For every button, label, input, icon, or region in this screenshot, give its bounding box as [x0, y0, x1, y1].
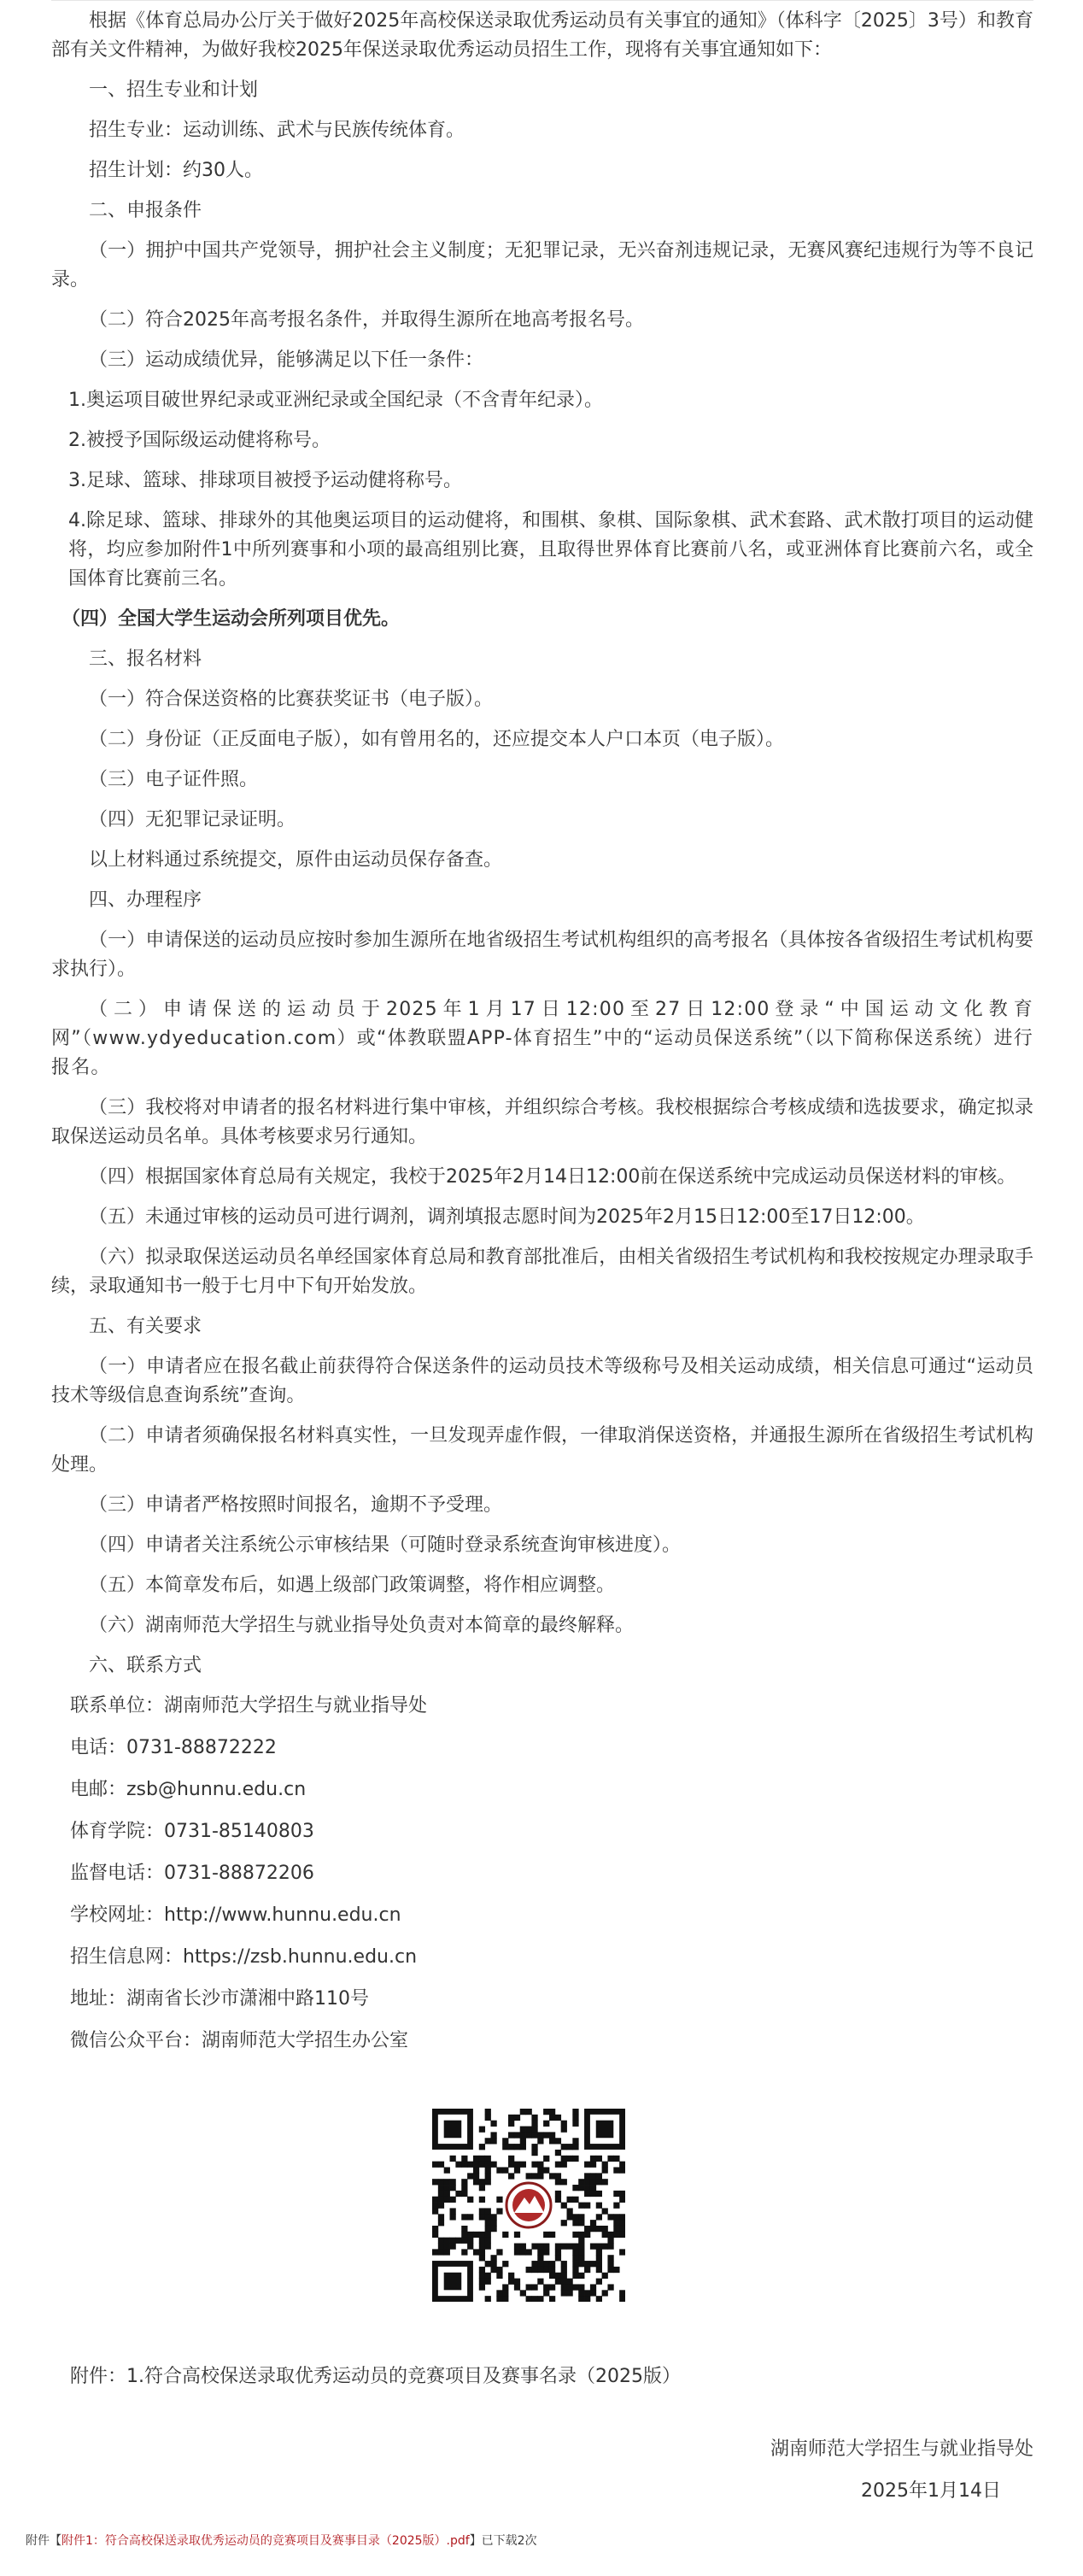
section-heading: 一、招生专业和计划 — [89, 79, 259, 101]
paragraph: 以上材料通过系统提交，原件由运动员保存备查。 — [89, 849, 503, 871]
paragraph: （三）电子证件照。 — [89, 769, 259, 790]
paragraph: （三）运动成绩优异，能够满足以下任一条件： — [89, 349, 484, 371]
paragraph: 1.奥运项目破世界纪录或亚洲纪录或全国纪录（不含青年纪录）。 — [68, 390, 603, 411]
paragraph: （四）无犯罪记录证明。 — [89, 809, 296, 830]
footer-attachment-link[interactable]: 附件1：符合高校保送录取优秀运动员的竞赛项目及赛事目录（2025版）.pdf — [61, 2534, 470, 2548]
paragraph: （六）拟录取保送运动员名单经国家体育总局和教育部批准后，由相关省级招生考试机构和我校按规定办理录取手续，录取通知书一般于七月中下旬开始发放。 — [51, 1247, 1033, 1297]
paragraph: （一）申请者应在报名截止前获得符合保送条件的运动员技术等级称号及相关运动成绩，相关信息可通过“运动员技术等级信息查询系统”查询。 — [51, 1356, 1033, 1406]
contact-line: 招生信息网：https://zsb.hunnu.edu.cn — [70, 1946, 418, 1968]
contact-line: 体育学院：0731-85140803 — [70, 1821, 314, 1842]
attachment-prefix: 附件： — [70, 2366, 127, 2387]
paragraph: （一）符合保送资格的比赛获奖证书（电子版）。 — [89, 689, 494, 710]
contact-line: 电话：0731-88872222 — [70, 1737, 277, 1758]
footer-attachment — [26, 2532, 537, 2550]
article-body — [51, 7, 1033, 2068]
paragraph: 4.除足球、篮球、排球外的其他奥运项目的运动健将，和围棋、象棋、国际象棋、武术套路、武术散打项目的运动健将，均应参加附件1中所列赛事和小项的最高组别比赛，且取得世界体育比赛前八名，或亚洲体育比赛前六名，或全国体育比赛前三名。 — [68, 510, 1033, 590]
paragraph: （四）全国大学生运动会所列项目优先。 — [61, 608, 401, 630]
paragraph: （二）申请保送的运动员于2025年1月17日12:00至27日12:00登录“中国运动文化教育网”（www.ydyeducation.com）或“体教联盟APP-体育招生”中的“运动员保送系统”（以下简称保送系统）进行报名。 — [51, 999, 1033, 1078]
contact-line: 联系单位：湖南师范大学招生与就业指导处 — [70, 1695, 428, 1716]
wechat-qr-code-icon — [432, 2109, 625, 2302]
paragraph: （五）本简章发布后，如遇上级部门政策调整，将作相应调整。 — [89, 1575, 616, 1596]
section-heading: 四、办理程序 — [89, 889, 202, 911]
paragraph: （一）拥护中国共产党领导，拥护社会主义制度；无犯罪记录，无兴奋剂违规记录，无赛风赛纪违规行为等不良记录。 — [51, 240, 1033, 290]
paragraph: 3.足球、篮球、排球项目被授予运动健将称号。 — [68, 470, 462, 491]
section-heading: 二、申报条件 — [89, 200, 202, 221]
paragraph: （二）申请者须确保报名材料真实性，一旦发现弄虚作假，一律取消保送资格，并通报生源所在省级招生考试机构处理。 — [51, 1425, 1033, 1476]
paragraph: 招生专业：运动训练、武术与民族传统体育。 — [89, 120, 465, 141]
paragraph: （三）我校将对申请者的报名材料进行集中审核，并组织综合考核。我校根据综合考核成绩和选拔要求，确定拟录取保送运动员名单。具体考核要求另行通知。 — [51, 1097, 1033, 1147]
paragraph: 招生计划：约30人。 — [89, 160, 263, 181]
paragraph: （三）申请者严格按照时间报名，逾期不予受理。 — [89, 1494, 503, 1516]
top-divider — [51, 0, 1033, 1]
paragraph: （二）身份证（正反面电子版），如有曾用名的，还应提交本人户口本页（电子版）。 — [89, 729, 785, 750]
paragraph: 根据《体育总局办公厅关于做好2025年高校保送录取优秀运动员有关事宜的通知》（体科字〔2025〕3号）和教育部有关文件精神，为做好我校2025年保送录取优秀运动员招生工作，现将有关事宜通知如下： — [51, 10, 1033, 61]
paragraph: 2.被授予国际级运动健将称号。 — [68, 430, 331, 451]
attachment-line — [51, 2362, 1052, 2391]
contact-line: 微信公众平台：湖南师范大学招生办公室 — [70, 2030, 409, 2051]
attachment-link[interactable]: 1.符合高校保送录取优秀运动员的竞赛项目及赛事名录（2025版） — [126, 2366, 681, 2387]
paragraph: （六）湖南师范大学招生与就业指导处负责对本简章的最终解释。 — [89, 1615, 635, 1636]
paragraph: （四）根据国家体育总局有关规定，我校于2025年2月14日12:00前在保送系统中完成运动员保送材料的审核。 — [89, 1166, 1016, 1188]
footer-attachment-prefix: 附件【 — [26, 2534, 61, 2548]
contact-line: 地址：湖南省长沙市潇湘中路110号 — [70, 1988, 369, 2010]
section-heading: 五、有关要求 — [89, 1316, 202, 1337]
signature-date: 2025年1月14日 — [861, 2480, 1001, 2502]
paragraph: （一）申请保送的运动员应按时参加生源所在地省级招生考试机构组织的高考报名（具体按各省级招生考试机构要求执行）。 — [51, 930, 1033, 980]
paragraph: （四）申请者关注系统公示审核结果（可随时登录系统查询审核进度）。 — [89, 1534, 682, 1556]
paragraph: （二）符合2025年高考报名条件，并取得生源所在地高考报名号。 — [89, 309, 644, 331]
signature-organization: 湖南师范大学招生与就业指导处 — [770, 2438, 1033, 2460]
footer-download-count: 】已下载2次 — [469, 2534, 537, 2548]
contact-line: 监督电话：0731-88872206 — [70, 1863, 314, 1884]
section-heading: 六、联系方式 — [89, 1655, 202, 1676]
contact-line: 学校网址：http://www.hunnu.edu.cn — [70, 1904, 401, 1926]
section-heading: 三、报名材料 — [89, 648, 202, 670]
paragraph: （五）未通过审核的运动员可进行调剂，调剂填报志愿时间为2025年2月15日12:00至17日12:00。 — [89, 1206, 925, 1228]
contact-line: 电邮：zsb@hunnu.edu.cn — [70, 1779, 307, 1800]
qr-code-graphic — [432, 2109, 625, 2302]
